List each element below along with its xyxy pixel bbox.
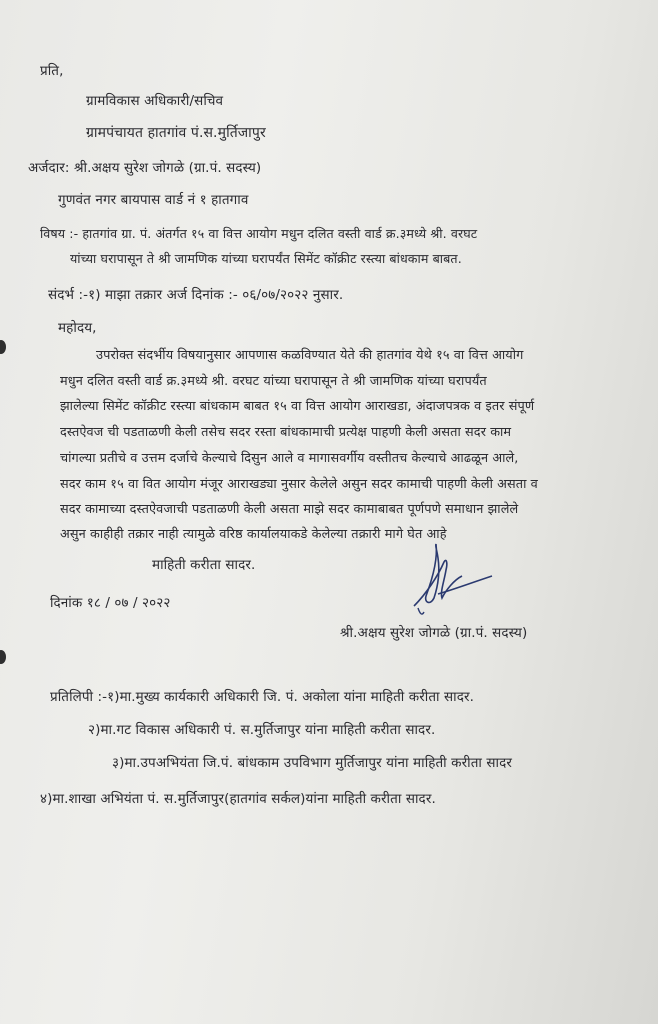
recipient-office: ग्रामपंचायत हातगांव पं.स.मुर्तिजापुर <box>86 125 266 141</box>
copy-to-line: ३)मा.उपअभियंता जि.पं. बांधकाम उपविभाग मुर्तिजापुर यांना माहिती करीता सादर <box>112 755 513 771</box>
date-line: दिनांक १८ / ०७ / २०२२ <box>50 595 171 611</box>
subject-line: यांच्या घरापासून ते श्री जामणिक यांच्या घरापर्यंत सिमेंट कॉक्रीट रस्त्या बांधकाम बाबत. <box>70 251 462 266</box>
applicant-line: अर्जदार: श्री.अक्षय सुरेश जोगळे (ग्रा.पं. सदस्य) <box>28 160 262 176</box>
signatory-name: श्री.अक्षय सुरेश जोगळे (ग्रा.पं. सदस्य) <box>340 625 528 641</box>
addressee-prefix: प्रति, <box>40 63 64 79</box>
punch-hole <box>0 650 6 664</box>
copy-to-line: २)मा.गट विकास अधिकारी पं. स.मुर्तिजापुर यांना माहिती करीता सादर. <box>88 722 436 738</box>
body-line: उपरोक्त संदर्भीय विषयानुसार आपणास कळविण्यात येते की हातगांव येथे १५ वा वित्त आयोग <box>96 348 524 363</box>
reference-line: संदर्भ :-१) माझा तक्रार अर्ज दिनांक :- ०६/०७/२०२२ नुसार. <box>48 287 344 303</box>
applicant-address: गुणवंत नगर बायपास वार्ड नं १ हातगाव <box>58 192 249 208</box>
body-line: दस्तऐवज ची पडताळणी केली तसेच सदर रस्ता बांधकामाची प्रत्येक्ष पाहणी केली असता सदर काम <box>60 425 512 440</box>
recipient-designation: ग्रामविकास अधिकारी/सचिव <box>86 93 224 109</box>
body-line: मधुन दलित वस्ती वार्ड क्र.३मध्ये श्री. वरघट यांच्या घरापासून ते श्री जामणिक यांच्या घरापर्यंत <box>60 374 487 389</box>
body-line: सदर काम १५ वा वित आयोग मंजूर आराखड्या नुसार केलेले असुन सदर कामाची पाहणी केली असता व <box>60 477 538 492</box>
signature <box>408 536 500 620</box>
body-line: चांगल्या प्रतीचे व उत्तम दर्जाचे केल्याचे दिसुन आले व मागासवर्गीय वस्तीतच केल्याचे आढळून आले, <box>60 451 519 466</box>
subject-line: विषय :- हातगांव ग्रा. पं. अंतर्गत १५ वा वित्त आयोग मधुन दलित वस्ती वार्ड क्र.३मध्ये श्री. वरघट <box>40 226 478 241</box>
body-line: असुन काहीही तक्रार नाही त्यामुळे वरिष्ठ कार्यालयाकडे केलेल्या तक्रारी मागे घेत आहे <box>60 527 447 542</box>
copy-to-line: ४)मा.शाखा अभियंता पं. स.मुर्तिजापुर(हातगांव सर्कल)यांना माहिती करीता सादर. <box>40 791 436 807</box>
punch-hole <box>0 340 6 354</box>
copy-to-line: प्रतिलिपी :-१)मा.मुख्य कार्यकारी अधिकारी जि. पं. अकोला यांना माहिती करीता सादर. <box>50 689 475 705</box>
salutation: महोदय, <box>58 320 97 336</box>
body-line: सदर कामाच्या दस्तऐवजाची पडताळणी केली असता माझे सदर कामाबाबत पूर्णपणे समाधान झालेले <box>60 502 519 517</box>
closing-line: माहिती करीता सादर. <box>152 557 256 573</box>
body-line: झालेल्या सिमेंट कॉक्रीट रस्त्या बांधकाम बाबत १५ वा वित्त आयोग आराखडा, अंदाजपत्रक व इतर संपूर्ण <box>60 399 535 414</box>
